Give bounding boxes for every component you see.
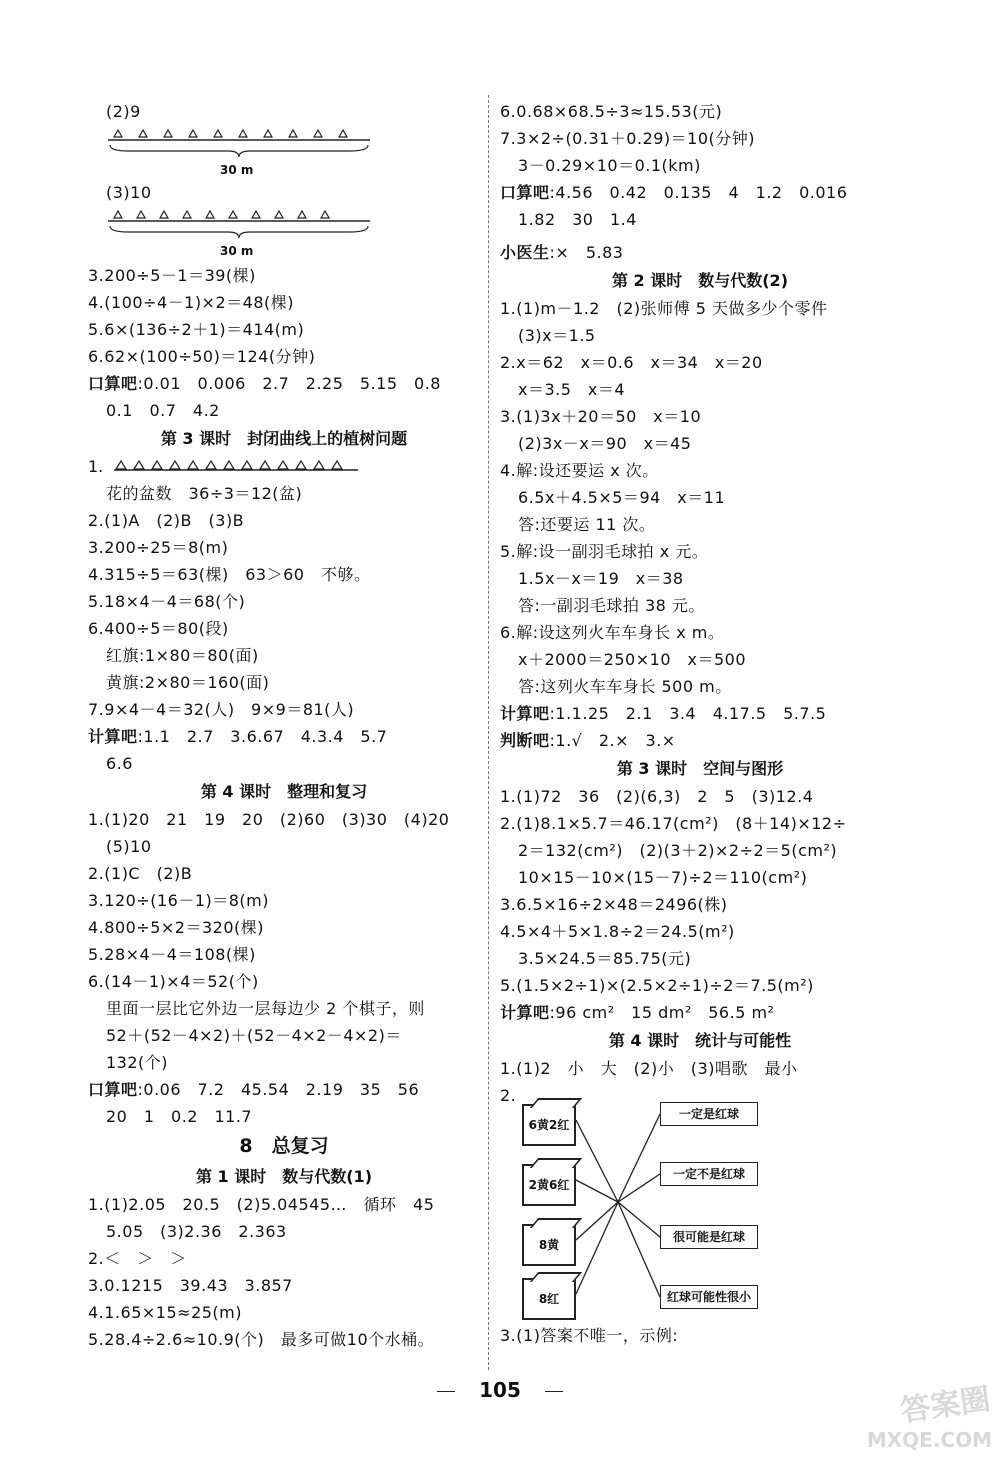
- probability-label: 红球可能性很小: [660, 1285, 758, 1309]
- fig3-measure: 30 m: [220, 244, 254, 258]
- answer-line: 3.(1)答案不唯一，示例:: [500, 1326, 679, 1345]
- q1-closed-curve-figure: [88, 453, 480, 480]
- section-heading: 第 3 课时 空间与图形: [616, 759, 784, 778]
- answer-line: 5.28.4÷2.6≈10.9(个) 最多可做10个水桶。: [88, 1330, 435, 1349]
- kousuan-line: [500, 179, 900, 206]
- page-number-value: 105: [479, 1378, 521, 1402]
- fig3-tree-diagram: [88, 206, 480, 262]
- answer-line: 2.(1)8.1×5.7＝46.17(cm²) (8＋14)×12÷: [500, 814, 847, 833]
- answer-line: 2.＜ ＞ ＞: [88, 1249, 187, 1268]
- section-heading: 第 4 课时 统计与可能性: [608, 1031, 792, 1050]
- answer-line: 6.0.68×68.5÷3≈15.53(元): [500, 102, 723, 121]
- page-number: [0, 1378, 1000, 1402]
- kousuan-values-cont: 20 1 0.2 11.7: [106, 1107, 253, 1126]
- answer-line: 里面一层比它外边一层每边少 2 个棋子，则: [106, 999, 425, 1018]
- answer-line: 4.315÷5＝63(棵) 63＞60 不够。: [88, 565, 371, 584]
- answer-line: 答:一副羽毛球拍 38 元。: [518, 596, 705, 615]
- q1-number: 1.: [88, 457, 104, 476]
- probability-label: 一定不是红球: [660, 1162, 758, 1186]
- answer-line: 1.(1)2 小 大 (2)小 (3)唱歌 最小: [500, 1059, 798, 1078]
- answer-line: 3－0.29×10＝0.1(km): [518, 156, 701, 175]
- answer-line: 5.6×(136÷2＋1)＝414(m): [88, 320, 305, 339]
- answer-line: x＝3.5 x＝4: [518, 380, 626, 399]
- kousuan-values: :0.06 7.2 45.54 2.19 35 56: [137, 1080, 420, 1099]
- jisuan-line: [88, 723, 480, 750]
- answer-line: 4.(100÷4－1)×2＝48(棵): [88, 293, 294, 312]
- answer-line: 5.(1.5×2÷1)×(2.5×2÷1)÷2＝7.5(m²): [500, 976, 814, 995]
- kousuan-values: :4.56 0.42 0.135 4 1.2 0.016: [549, 183, 848, 202]
- watermark-url: MXQE.COM: [866, 1428, 992, 1452]
- answer-line: 7.9×4－4＝32(人) 9×9＝81(人): [88, 700, 355, 719]
- answer-line: 4.800÷5×2＝320(棵): [88, 918, 265, 937]
- kousuan-values-cont: 1.82 30 1.4: [518, 210, 637, 229]
- fig2-measure: 30 m: [220, 163, 254, 177]
- answer-line: 黄旗:2×80＝160(面): [106, 673, 270, 692]
- q2-number: 2.: [500, 1086, 517, 1105]
- kousuan-line: [88, 1076, 480, 1103]
- answer-line: (3)x＝1.5: [518, 326, 596, 345]
- ball-box: 6黄2红: [522, 1104, 576, 1146]
- answer-line: (5)10: [106, 837, 152, 856]
- answer-line: 1.(1)m－1.2 (2)张师傅 5 天做多少个零件: [500, 299, 828, 318]
- answer-line: 5.解:设一副羽毛球拍 x 元。: [500, 542, 709, 561]
- answer-line: 6.62×(100÷50)＝124(分钟): [88, 347, 316, 366]
- answer-line: 3.200÷5－1＝39(棵): [88, 266, 256, 285]
- tree-line-icon: [108, 125, 378, 165]
- answer-line: 2.(1)A (2)B (3)B: [88, 511, 245, 530]
- answer-line: 6.解:设这列火车车身长 x m。: [500, 623, 725, 642]
- jisuan-label: 计算吧: [500, 1003, 550, 1022]
- watermark-logo: 答案圈: [898, 1381, 993, 1430]
- ball-box: 8红: [522, 1278, 576, 1320]
- answer-line: 3.0.1215 39.43 3.857: [88, 1276, 293, 1295]
- jisuan-values: :96 cm² 15 dm² 56.5 m²: [549, 1003, 775, 1022]
- kousuan-values-cont: 0.1 0.7 4.2: [106, 401, 220, 420]
- kousuan-label: 口算吧: [500, 183, 550, 202]
- probability-label: 一定是红球: [660, 1102, 758, 1126]
- answer-line: 4.解:设还要运 x 次。: [500, 461, 659, 480]
- jisuan-values-cont: 6.6: [106, 754, 133, 773]
- jisuan-line: [500, 700, 900, 727]
- answer-line: 10×15－10×(15－7)÷2＝110(cm²): [518, 868, 808, 887]
- answer-line: (2)3x－x＝90 x＝45: [518, 434, 692, 453]
- panduan-label: 判断吧: [500, 731, 550, 750]
- flower-row-icon: [114, 455, 364, 477]
- answer-line: 答:这列火车车身长 500 m。: [518, 677, 732, 696]
- answer-line: 4.5×4＋5×1.8÷2＝24.5(m²): [500, 922, 735, 941]
- answer-line: 2.(1)C (2)B: [88, 864, 193, 883]
- answer-line: 5.18×4－4＝68(个): [88, 592, 246, 611]
- answer-line: 3.200÷25＝8(m): [88, 538, 229, 557]
- answer-line: 1.(1)2.05 20.5 (2)5.04545… 循环 45: [88, 1195, 435, 1214]
- answer-line: 7.3×2÷(0.31＋0.29)＝10(分钟): [500, 129, 756, 148]
- kousuan-label: 口算吧: [88, 1080, 138, 1099]
- tree-line-icon: [108, 206, 378, 246]
- jisuan-line: [500, 999, 900, 1026]
- kousuan-label: 口算吧: [88, 374, 138, 393]
- answer-line: 1.5x－x＝19 x＝38: [518, 569, 684, 588]
- section-heading: 第 4 课时 整理和复习: [200, 782, 368, 801]
- answer-line: 3.6.5×16÷2×48＝2496(株): [500, 895, 728, 914]
- jisuan-label: 计算吧: [500, 704, 550, 723]
- answer-line: 答:还要运 11 次。: [518, 515, 656, 534]
- answer-line: 1.(1)20 21 19 20 (2)60 (3)30 (4)20: [88, 810, 450, 829]
- section-heading: 第 3 课时 封闭曲线上的植树问题: [160, 429, 408, 448]
- answer-line: 6.400÷5＝80(段): [88, 619, 229, 638]
- answer-line: 3.(1)3x＋20＝50 x＝10: [500, 407, 702, 426]
- column-divider: [488, 95, 489, 1370]
- jisuan-values: :1.1.25 2.1 3.4 4.17.5 5.7.5: [549, 704, 827, 723]
- answer-line: 红旗:1×80＝80(面): [106, 646, 259, 665]
- ball-box: 8黄: [522, 1224, 576, 1266]
- answer-line: 132(个): [106, 1053, 169, 1072]
- left-column: [88, 98, 480, 1353]
- answer-line: x＋2000＝250×10 x＝500: [518, 650, 747, 669]
- jisuan-values: :1.1 2.7 3.6.67 4.3.4 5.7: [137, 727, 388, 746]
- section-heading: 第 1 课时 数与代数(1): [195, 1167, 373, 1186]
- panduan-line: [500, 727, 900, 754]
- answer-line: 3.5×24.5＝85.75(元): [518, 949, 692, 968]
- jisuan-label: 计算吧: [88, 727, 138, 746]
- unit-title: 8 总复习: [239, 1135, 329, 1157]
- panduan-values: :1.√ 2.× 3.×: [549, 731, 676, 750]
- answer-line: 1.(1)72 36 (2)(6,3) 2 5 (3)12.4: [500, 787, 814, 806]
- fig2-tree-diagram: [88, 125, 480, 181]
- doctor-label: 小医生: [500, 243, 550, 262]
- kousuan-values: :0.01 0.006 2.7 2.25 5.15 0.8: [137, 374, 441, 393]
- answer-line: 52＋(52－4×2)＋(52－4×2－4×2)＝: [106, 1026, 402, 1045]
- answer-line: 6.(14－1)×4＝52(个): [88, 972, 259, 991]
- answer-line: 2.x＝62 x＝0.6 x＝34 x＝20: [500, 353, 763, 372]
- section-heading: 第 2 课时 数与代数(2): [611, 271, 789, 290]
- answer-line: 5.05 (3)2.36 2.363: [106, 1222, 287, 1241]
- probability-label: 很可能是红球: [660, 1225, 758, 1249]
- ball-box: 2黄6红: [522, 1164, 576, 1206]
- answer-line: 4.1.65×15≈25(m): [88, 1303, 242, 1322]
- answer-line: 2＝132(cm²) (2)(3＋2)×2÷2＝5(cm²): [518, 841, 838, 860]
- doctor-values: :× 5.83: [549, 243, 624, 262]
- fig3-label: (3)10: [106, 183, 152, 202]
- answer-line: 5.28×4－4＝108(棵): [88, 945, 256, 964]
- answer-line: 6.5x＋4.5×5＝94 x＝11: [518, 488, 726, 507]
- answer-line: 3.120÷(16－1)＝8(m): [88, 891, 269, 910]
- fig2-label: (2)9: [106, 102, 141, 121]
- kousuan-line: [88, 370, 480, 397]
- matching-diagram: [500, 1082, 900, 1322]
- right-column: [500, 98, 900, 1349]
- doctor-line: [500, 239, 900, 266]
- answer-line: 花的盆数 36÷3＝12(盆): [106, 484, 303, 503]
